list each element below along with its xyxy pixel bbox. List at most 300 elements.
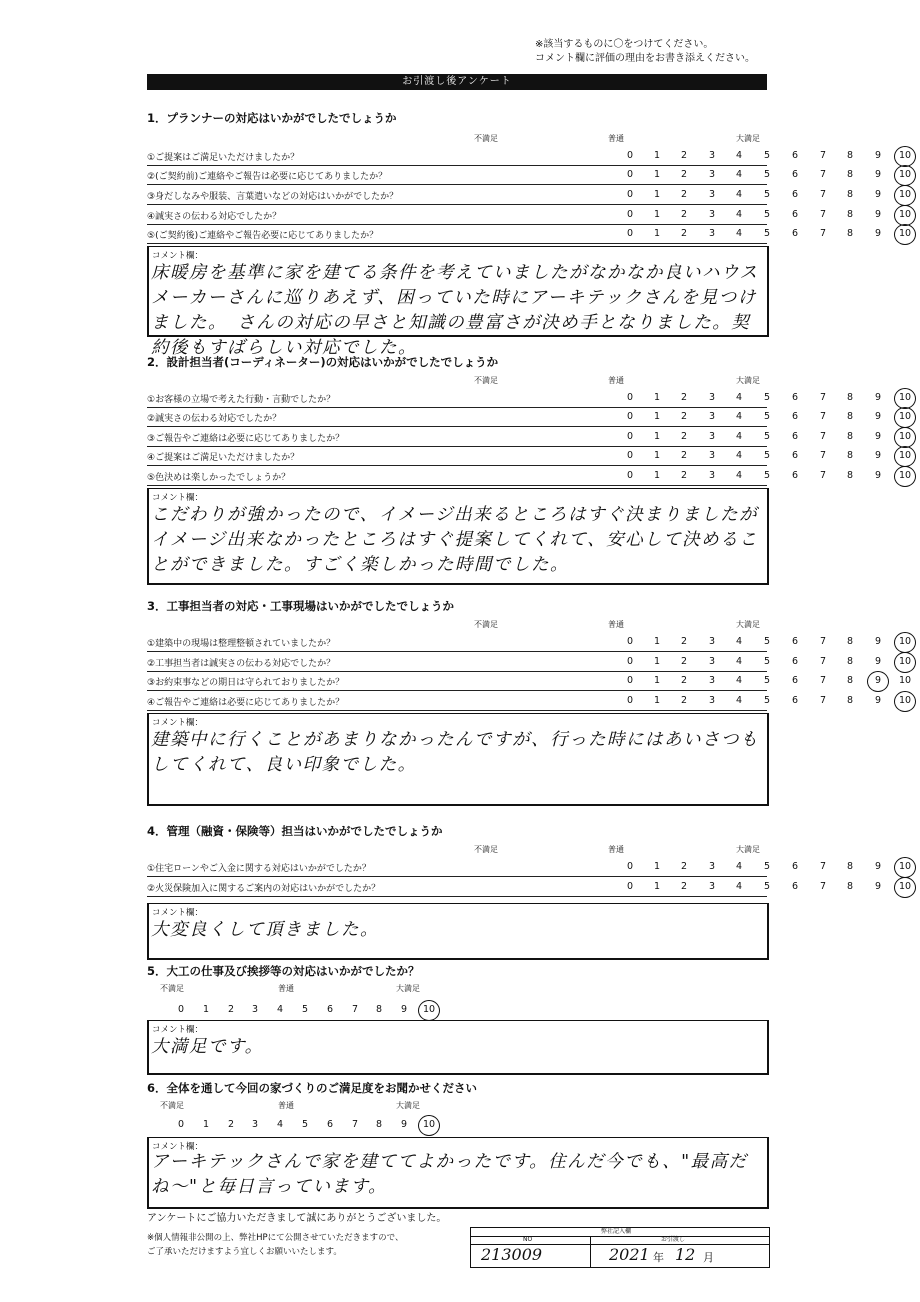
rating-option[interactable]: 8 bbox=[375, 1119, 383, 1130]
rating-option[interactable]: 8 bbox=[846, 392, 854, 403]
rating-option[interactable]: 9 bbox=[874, 228, 882, 239]
rating-option[interactable]: 5 bbox=[763, 656, 771, 667]
rating-option[interactable]: 6 bbox=[791, 209, 799, 220]
rating-option[interactable]: 3 bbox=[708, 228, 716, 239]
rating-option[interactable]: 7 bbox=[819, 431, 827, 442]
rating-option[interactable]: 0 bbox=[626, 189, 634, 200]
question-text: ④誠実さの伝わる対応でしたか？ bbox=[147, 212, 282, 222]
question-row bbox=[147, 224, 912, 244]
rating-option[interactable]: 1 bbox=[653, 656, 661, 667]
rating-option[interactable]: 5 bbox=[763, 636, 771, 647]
rating-option[interactable]: 6 bbox=[791, 169, 799, 180]
question-row bbox=[147, 877, 912, 897]
rating-option[interactable]: 1 bbox=[653, 695, 661, 706]
rating-option[interactable]: 6 bbox=[791, 431, 799, 442]
rating-option[interactable]: 2 bbox=[680, 881, 688, 892]
rating-option[interactable]: 2 bbox=[680, 392, 688, 403]
rating-option[interactable]: 5 bbox=[763, 189, 771, 200]
scale-label-high: 大満足 bbox=[736, 845, 760, 854]
question-row bbox=[147, 691, 912, 711]
question-row bbox=[147, 446, 912, 466]
rating-option[interactable]: 3 bbox=[708, 450, 716, 461]
question-text: ①住宅ローンやご入金に関する対応はいかがでしたか？ bbox=[147, 864, 371, 874]
rating-option[interactable]: 4 bbox=[735, 150, 743, 161]
comment-label: コメント欄： bbox=[152, 1025, 204, 1035]
comment-label: コメント欄： bbox=[152, 251, 204, 261]
question-row bbox=[147, 632, 912, 652]
rating-option[interactable]: 7 bbox=[819, 881, 827, 892]
selected-rating[interactable]: 10 bbox=[896, 149, 914, 163]
rating-option[interactable]: 8 bbox=[846, 189, 854, 200]
selected-rating[interactable]: 10 bbox=[896, 227, 914, 241]
selected-rating[interactable]: 10 bbox=[896, 188, 914, 202]
comment-box[interactable] bbox=[147, 246, 769, 358]
rating-option[interactable]: 3 bbox=[708, 189, 716, 200]
rating-option[interactable]: 3 bbox=[708, 636, 716, 647]
rating-option[interactable]: 0 bbox=[626, 431, 634, 442]
month-value: 12 bbox=[675, 1245, 696, 1264]
rating-option[interactable]: 2 bbox=[680, 695, 688, 706]
rating-option[interactable]: 9 bbox=[874, 695, 882, 706]
rating-option[interactable]: 1 bbox=[653, 209, 661, 220]
rating-option[interactable]: 7 bbox=[819, 209, 827, 220]
selected-rating[interactable]: 10 bbox=[896, 430, 914, 444]
rating-option[interactable]: 1 bbox=[202, 1004, 210, 1015]
comment-box[interactable] bbox=[147, 903, 769, 960]
rating-option[interactable]: 4 bbox=[735, 189, 743, 200]
rating-option[interactable]: 7 bbox=[819, 392, 827, 403]
rating-option[interactable]: 4 bbox=[276, 1119, 284, 1130]
scale-label-low: 不満足 bbox=[474, 845, 498, 854]
rating-option[interactable]: 7 bbox=[819, 656, 827, 667]
question-row bbox=[147, 388, 912, 408]
rating-option[interactable]: 8 bbox=[846, 656, 854, 667]
rating-option[interactable]: 8 bbox=[846, 675, 854, 686]
rating-scale bbox=[621, 391, 915, 405]
selected-rating[interactable]: 10 bbox=[896, 469, 914, 483]
rating-option[interactable]: 4 bbox=[735, 695, 743, 706]
rating-option[interactable]: 8 bbox=[846, 228, 854, 239]
rating-option[interactable]: 6 bbox=[791, 392, 799, 403]
rating-option[interactable]: 9 bbox=[874, 392, 882, 403]
selected-rating[interactable]: 10 bbox=[896, 860, 914, 874]
rating-option[interactable]: 6 bbox=[791, 881, 799, 892]
rating-option[interactable]: 7 bbox=[819, 695, 827, 706]
selected-rating[interactable]: 10 bbox=[896, 208, 914, 222]
rating-option[interactable]: 7 bbox=[819, 189, 827, 200]
rating-option[interactable]: 2 bbox=[680, 150, 688, 161]
rating-option[interactable]: 4 bbox=[735, 169, 743, 180]
instruction-line-1: ※該当するものに〇をつけてください。 bbox=[535, 39, 714, 50]
rating-option[interactable]: 2 bbox=[680, 411, 688, 422]
selected-rating[interactable]: 10 bbox=[420, 1003, 438, 1017]
rating-option[interactable]: 0 bbox=[626, 209, 634, 220]
rating-option[interactable]: 4 bbox=[735, 636, 743, 647]
rating-option[interactable]: 4 bbox=[735, 470, 743, 481]
rating-option[interactable]: 0 bbox=[626, 861, 634, 872]
rating-option[interactable]: 0 bbox=[626, 169, 634, 180]
comment-label: コメント欄： bbox=[152, 1142, 204, 1152]
question-text: ①建築中の現場は整理整頓されていましたか？ bbox=[147, 639, 336, 649]
rating-option[interactable]: 6 bbox=[791, 861, 799, 872]
scale-label-low: 不満足 bbox=[474, 134, 498, 143]
rating-option[interactable]: 6 bbox=[791, 470, 799, 481]
rating-option[interactable]: 4 bbox=[276, 1004, 284, 1015]
rating-option[interactable]: 8 bbox=[846, 431, 854, 442]
year-unit: 年 bbox=[653, 1251, 664, 1264]
rating-scale bbox=[621, 208, 915, 222]
rating-option[interactable]: 2 bbox=[680, 431, 688, 442]
rating-option[interactable]: 5 bbox=[301, 1119, 309, 1130]
rating-option[interactable]: 2 bbox=[680, 656, 688, 667]
question-text: ⑤(ご契約後)ご連絡やご報告必要に応じてありましたか？ bbox=[147, 231, 379, 241]
rating-option[interactable]: 1 bbox=[653, 189, 661, 200]
instruction-line-2: コメント欄に評価の理由をお書き添えください。 bbox=[535, 53, 755, 64]
rating-option[interactable]: 3 bbox=[708, 169, 716, 180]
rating-option[interactable]: 1 bbox=[653, 411, 661, 422]
rating-option[interactable]: 6 bbox=[791, 450, 799, 461]
rating-option[interactable]: 9 bbox=[874, 450, 882, 461]
rating-option[interactable]: 5 bbox=[301, 1004, 309, 1015]
rating-option[interactable]: 4 bbox=[735, 450, 743, 461]
rating-option[interactable]: 7 bbox=[819, 450, 827, 461]
rating-option[interactable]: 2 bbox=[680, 636, 688, 647]
question-row bbox=[147, 652, 912, 672]
rating-option[interactable]: 10 bbox=[898, 675, 912, 686]
rating-option[interactable]: 4 bbox=[735, 431, 743, 442]
rating-option[interactable]: 4 bbox=[735, 392, 743, 403]
rating-option[interactable]: 4 bbox=[735, 861, 743, 872]
rating-option[interactable]: 6 bbox=[326, 1119, 334, 1130]
rating-scale bbox=[621, 188, 915, 202]
rating-scale bbox=[621, 635, 915, 649]
rating-option[interactable]: 1 bbox=[653, 675, 661, 686]
selected-rating[interactable]: 10 bbox=[896, 168, 914, 182]
rating-option[interactable]: 8 bbox=[846, 636, 854, 647]
rating-option[interactable]: 4 bbox=[735, 881, 743, 892]
rating-option[interactable]: 0 bbox=[626, 656, 634, 667]
handover-label: お引渡し bbox=[661, 1236, 686, 1243]
rating-option[interactable]: 6 bbox=[791, 189, 799, 200]
rating-option[interactable]: 5 bbox=[763, 450, 771, 461]
rating-option[interactable]: 0 bbox=[626, 881, 634, 892]
selected-rating[interactable]: 10 bbox=[896, 635, 914, 649]
month-unit: 月 bbox=[703, 1251, 714, 1264]
rating-option[interactable]: 3 bbox=[708, 881, 716, 892]
rating-option[interactable]: 9 bbox=[874, 861, 882, 872]
question-text: ③身だしなみや服装、言葉遣いなどの対応はいかがでしたか？ bbox=[147, 192, 399, 202]
scale-label-low: 不満足 bbox=[160, 1101, 184, 1110]
question-row bbox=[147, 146, 912, 166]
rating-option[interactable]: 1 bbox=[202, 1119, 210, 1130]
section-title: 4．管理（融資・保険等）担当はいかがでしたでしょうか bbox=[147, 824, 443, 838]
office-use-subheader bbox=[471, 1236, 769, 1245]
rating-option[interactable]: 0 bbox=[626, 695, 634, 706]
rating-option[interactable]: 7 bbox=[819, 861, 827, 872]
question-text: ①ご提案はご満足いただけましたか？ bbox=[147, 153, 300, 163]
rating-option[interactable]: 6 bbox=[791, 636, 799, 647]
rating-option[interactable]: 0 bbox=[177, 1119, 185, 1130]
rating-option[interactable]: 6 bbox=[791, 656, 799, 667]
selected-rating[interactable]: 10 bbox=[896, 880, 914, 894]
rating-scale bbox=[621, 469, 915, 483]
rating-option[interactable]: 5 bbox=[763, 861, 771, 872]
rating-option[interactable]: 1 bbox=[653, 150, 661, 161]
rating-option[interactable]: 8 bbox=[846, 209, 854, 220]
question-text: ③ご報告やご連絡は必要に応じてありましたか？ bbox=[147, 434, 345, 444]
rating-option[interactable]: 9 bbox=[400, 1119, 408, 1130]
scale-label-high: 大満足 bbox=[736, 134, 760, 143]
scale-label-low: 不満足 bbox=[474, 620, 498, 629]
rating-option[interactable]: 5 bbox=[763, 209, 771, 220]
rating-option[interactable]: 2 bbox=[227, 1004, 235, 1015]
question-row bbox=[147, 427, 912, 447]
rating-option[interactable]: 8 bbox=[846, 169, 854, 180]
selected-rating[interactable]: 10 bbox=[896, 655, 914, 669]
question-text: ③お約束事などの期日は守られておりましたか？ bbox=[147, 678, 345, 688]
question-row bbox=[147, 185, 912, 205]
rating-option[interactable]: 4 bbox=[735, 209, 743, 220]
selected-rating[interactable]: 10 bbox=[896, 449, 914, 463]
rating-option[interactable]: 1 bbox=[653, 636, 661, 647]
selected-rating[interactable]: 10 bbox=[420, 1118, 438, 1132]
rating-scale bbox=[621, 655, 915, 669]
rating-option[interactable]: 9 bbox=[400, 1004, 408, 1015]
rating-option[interactable]: 0 bbox=[626, 411, 634, 422]
rating-option[interactable]: 3 bbox=[708, 392, 716, 403]
selected-rating[interactable]: 10 bbox=[896, 391, 914, 405]
rating-option[interactable]: 3 bbox=[708, 695, 716, 706]
scale-label-mid: 普通 bbox=[608, 845, 624, 854]
rating-scale bbox=[621, 227, 915, 241]
rating-option[interactable]: 9 bbox=[874, 150, 882, 161]
rating-option[interactable]: 8 bbox=[846, 881, 854, 892]
rating-option[interactable]: 8 bbox=[846, 150, 854, 161]
comment-text: 大満足です。 bbox=[151, 1037, 264, 1057]
rating-scale bbox=[621, 860, 915, 874]
rating-option[interactable]: 2 bbox=[680, 470, 688, 481]
scale-label-high: 大満足 bbox=[396, 984, 420, 993]
scale-label-high: 大満足 bbox=[396, 1101, 420, 1110]
rating-option[interactable]: 3 bbox=[251, 1119, 259, 1130]
question-row bbox=[147, 205, 912, 225]
rating-option[interactable]: 0 bbox=[626, 636, 634, 647]
rating-option[interactable]: 3 bbox=[708, 675, 716, 686]
rating-option[interactable]: 9 bbox=[874, 189, 882, 200]
rating-option[interactable]: 9 bbox=[874, 169, 882, 180]
rating-option[interactable]: 8 bbox=[846, 450, 854, 461]
rating-option[interactable]: 7 bbox=[819, 150, 827, 161]
rating-option[interactable]: 5 bbox=[763, 392, 771, 403]
rating-option[interactable]: 0 bbox=[626, 675, 634, 686]
rating-option[interactable]: 6 bbox=[326, 1004, 334, 1015]
rating-option[interactable]: 7 bbox=[819, 636, 827, 647]
rating-option[interactable]: 5 bbox=[763, 695, 771, 706]
rating-option[interactable]: 2 bbox=[680, 189, 688, 200]
scale-label-high: 大満足 bbox=[736, 376, 760, 385]
comment-text: こだわりが強かったので、イメージ出来るところはすぐ決まりましたがイメージ出来なかったところはすぐ提案してくれて、安心して決めることができました。すごく楽しかった時間でした。 bbox=[151, 505, 759, 575]
rating-option[interactable]: 0 bbox=[626, 392, 634, 403]
rating-option[interactable]: 7 bbox=[819, 169, 827, 180]
section-title: 5．大工の仕事及び挨拶等の対応はいかがでしたか？ bbox=[147, 964, 420, 978]
rating-option[interactable]: 1 bbox=[653, 861, 661, 872]
rating-option[interactable]: 2 bbox=[227, 1119, 235, 1130]
scale-label-mid: 普通 bbox=[278, 984, 294, 993]
rating-option[interactable]: 3 bbox=[708, 150, 716, 161]
rating-option[interactable]: 9 bbox=[874, 470, 882, 481]
rating-option[interactable]: 5 bbox=[763, 169, 771, 180]
rating-option[interactable]: 2 bbox=[680, 209, 688, 220]
rating-option[interactable]: 2 bbox=[680, 228, 688, 239]
rating-scale bbox=[621, 430, 915, 444]
question-row bbox=[147, 165, 912, 185]
rating-scale bbox=[172, 1118, 442, 1132]
rating-option[interactable]: 1 bbox=[653, 228, 661, 239]
rating-scale bbox=[621, 880, 915, 894]
rating-option[interactable]: 9 bbox=[874, 209, 882, 220]
privacy-note-2: ご了承いただけますよう宜しくお願いいたします。 bbox=[147, 1247, 342, 1257]
rating-option[interactable]: 8 bbox=[846, 470, 854, 481]
rating-option[interactable]: 7 bbox=[819, 675, 827, 686]
rating-option[interactable]: 3 bbox=[708, 209, 716, 220]
section-title: 6．全体を通して今回の家づくりのご満足度をお聞かせください bbox=[147, 1081, 477, 1095]
question-text: ④ご提案はご満足いただけましたか？ bbox=[147, 453, 300, 463]
rating-option[interactable]: 8 bbox=[846, 411, 854, 422]
comment-box[interactable] bbox=[147, 1137, 769, 1209]
rating-option[interactable]: 5 bbox=[763, 470, 771, 481]
rating-option[interactable]: 1 bbox=[653, 881, 661, 892]
rating-scale bbox=[621, 674, 915, 688]
rating-option[interactable]: 8 bbox=[846, 695, 854, 706]
rating-option[interactable]: 3 bbox=[708, 411, 716, 422]
scale-label-mid: 普通 bbox=[608, 134, 624, 143]
rating-option[interactable]: 2 bbox=[680, 450, 688, 461]
rating-option[interactable]: 4 bbox=[735, 411, 743, 422]
rating-option[interactable]: 6 bbox=[791, 695, 799, 706]
rating-option[interactable]: 9 bbox=[874, 656, 882, 667]
comment-box[interactable] bbox=[147, 488, 769, 585]
comment-box[interactable] bbox=[147, 1020, 769, 1075]
rating-option[interactable]: 3 bbox=[708, 861, 716, 872]
scale-label-low: 不満足 bbox=[160, 984, 184, 993]
rating-option[interactable]: 4 bbox=[735, 656, 743, 667]
rating-option[interactable]: 7 bbox=[351, 1004, 359, 1015]
question-text: ⑤色決めは楽しかったでしょうか？ bbox=[147, 473, 291, 483]
rating-scale bbox=[172, 1003, 442, 1017]
office-use-label: 弊社記入欄 bbox=[601, 1228, 632, 1235]
survey-title-bar: お引渡し後アンケート bbox=[147, 74, 767, 90]
comment-label: コメント欄： bbox=[152, 493, 204, 503]
selected-rating[interactable]: 9 bbox=[869, 674, 887, 688]
rating-option[interactable]: 5 bbox=[763, 150, 771, 161]
rating-option[interactable]: 2 bbox=[680, 169, 688, 180]
thanks-message: アンケートにご協力いただきまして誠にありがとうございました。 bbox=[147, 1213, 447, 1224]
scale-label-high: 大満足 bbox=[736, 620, 760, 629]
rating-option[interactable]: 7 bbox=[351, 1119, 359, 1130]
comment-label: コメント欄： bbox=[152, 718, 204, 728]
rating-option[interactable]: 0 bbox=[626, 470, 634, 481]
rating-option[interactable]: 1 bbox=[653, 431, 661, 442]
comment-text: アーキテックさんで家を建ててよかったです。住んだ今でも、"最高だね〜"と毎日言っています。 bbox=[151, 1152, 748, 1197]
rating-option[interactable]: 3 bbox=[251, 1004, 259, 1015]
rating-scale bbox=[621, 410, 915, 424]
question-text: ②工事担当者は誠実さの伝わる対応でしたか？ bbox=[147, 659, 336, 669]
rating-option[interactable]: 7 bbox=[819, 411, 827, 422]
question-row bbox=[147, 407, 912, 427]
comment-box[interactable] bbox=[147, 713, 769, 806]
section-title: 3．工事担当者の対応・工事現場はいかがでしたでしょうか bbox=[147, 599, 454, 613]
scale-label-low: 不満足 bbox=[474, 376, 498, 385]
rating-option[interactable]: 3 bbox=[708, 656, 716, 667]
question-text: ②誠実さの伝わる対応でしたか？ bbox=[147, 414, 282, 424]
rating-option[interactable]: 4 bbox=[735, 675, 743, 686]
question-row bbox=[147, 671, 912, 691]
office-use-table bbox=[470, 1227, 770, 1268]
rating-option[interactable]: 1 bbox=[653, 392, 661, 403]
rating-option[interactable]: 5 bbox=[763, 411, 771, 422]
rating-option[interactable]: 9 bbox=[874, 636, 882, 647]
rating-option[interactable]: 6 bbox=[791, 228, 799, 239]
rating-option[interactable]: 0 bbox=[626, 228, 634, 239]
rating-option[interactable]: 7 bbox=[819, 228, 827, 239]
rating-option[interactable]: 5 bbox=[763, 228, 771, 239]
year-value: 2021 bbox=[609, 1245, 650, 1264]
rating-option[interactable]: 8 bbox=[375, 1004, 383, 1015]
rating-option[interactable]: 3 bbox=[708, 470, 716, 481]
rating-option[interactable]: 6 bbox=[791, 150, 799, 161]
rating-option[interactable]: 9 bbox=[874, 431, 882, 442]
rating-option[interactable]: 0 bbox=[626, 450, 634, 461]
privacy-note-1: ※個人情報非公開の上、弊社HPにて公開させていただきますので、 bbox=[147, 1233, 404, 1243]
scale-label-mid: 普通 bbox=[608, 620, 624, 629]
question-row bbox=[147, 466, 912, 486]
comment-label: コメント欄： bbox=[152, 908, 204, 918]
rating-option[interactable]: 0 bbox=[177, 1004, 185, 1015]
section-title: 1．プランナーの対応はいかがでしたでしょうか bbox=[147, 111, 397, 125]
rating-option[interactable]: 2 bbox=[680, 861, 688, 872]
rating-option[interactable]: 3 bbox=[708, 431, 716, 442]
question-row bbox=[147, 857, 912, 877]
no-value: 213009 bbox=[481, 1245, 543, 1264]
selected-rating[interactable]: 10 bbox=[896, 694, 914, 708]
rating-option[interactable]: 8 bbox=[846, 861, 854, 872]
rating-option[interactable]: 1 bbox=[653, 169, 661, 180]
rating-option[interactable]: 6 bbox=[791, 411, 799, 422]
rating-scale bbox=[621, 168, 915, 182]
question-text: ①お客様の立場で考えた行動・言動でしたか？ bbox=[147, 395, 336, 405]
rating-option[interactable]: 5 bbox=[763, 675, 771, 686]
rating-option[interactable]: 6 bbox=[791, 675, 799, 686]
rating-option[interactable]: 5 bbox=[763, 431, 771, 442]
rating-option[interactable]: 9 bbox=[874, 881, 882, 892]
rating-scale bbox=[621, 449, 915, 463]
rating-option[interactable]: 0 bbox=[626, 150, 634, 161]
question-text: ②(ご契約前)ご連絡やご報告は必要に応じてありましたか？ bbox=[147, 172, 388, 182]
comment-text: 建築中に行くことがあまりなかったんですが、行った時にはあいさつもしてくれて、良い印象でした。 bbox=[151, 730, 759, 775]
rating-option[interactable]: 9 bbox=[874, 411, 882, 422]
rating-option[interactable]: 7 bbox=[819, 470, 827, 481]
rating-option[interactable]: 5 bbox=[763, 881, 771, 892]
rating-option[interactable]: 4 bbox=[735, 228, 743, 239]
question-text: ④ご報告やご連絡は必要に応じてありましたか？ bbox=[147, 698, 345, 708]
rating-scale bbox=[621, 694, 915, 708]
rating-option[interactable]: 1 bbox=[653, 470, 661, 481]
rating-option[interactable]: 2 bbox=[680, 675, 688, 686]
rating-option[interactable]: 1 bbox=[653, 450, 661, 461]
rating-scale bbox=[621, 149, 915, 163]
comment-text: 大変良くして頂きました。 bbox=[151, 920, 379, 940]
selected-rating[interactable]: 10 bbox=[896, 410, 914, 424]
